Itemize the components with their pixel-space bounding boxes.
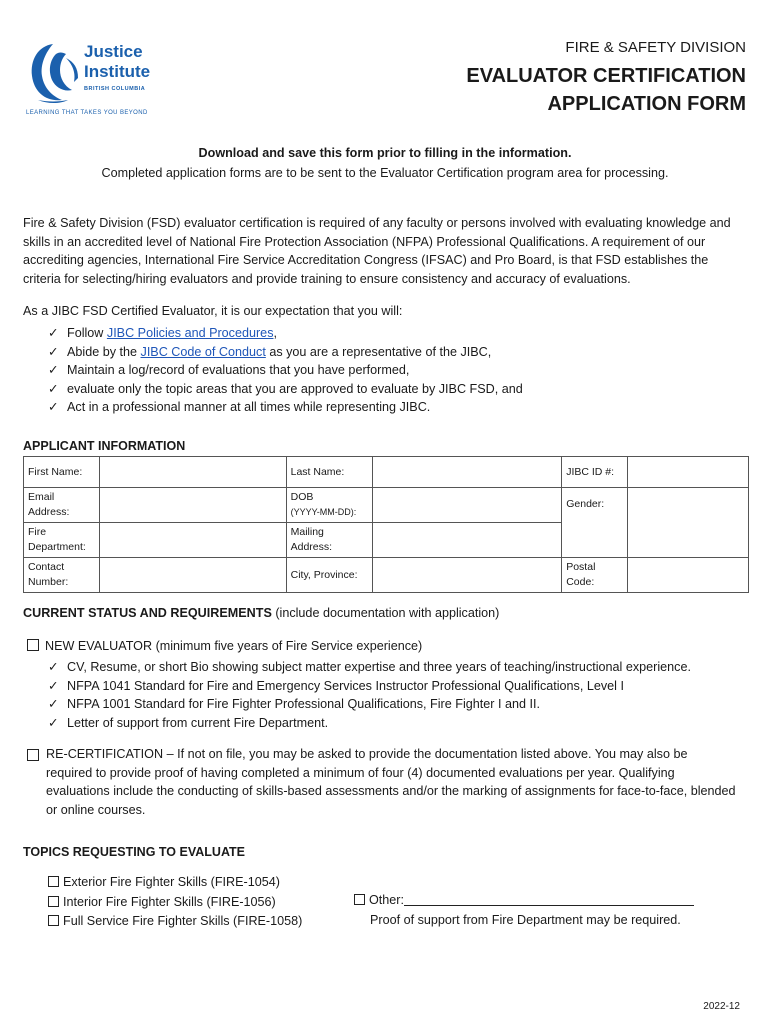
recertification-text: RE-CERTIFICATION – If not on file, you may be asked to provide the documentation listed above. You may also be required to provide proof of having completed a minimum of four (4) documented evaluations per year. Qualifying evaluations include the conducting of skills-based assessments and/or the marking of assignments for face-to-face, blended or online courses. bbox=[46, 747, 736, 817]
last-name-label: Last Name: bbox=[286, 457, 372, 488]
topic-other-checkbox[interactable] bbox=[354, 894, 365, 905]
topic-full-service: Full Service Fire Fighter Skills (FIRE-1058) bbox=[48, 912, 302, 932]
other-topic-input[interactable] bbox=[404, 893, 694, 906]
form-version: 2022-12 bbox=[703, 1001, 740, 1012]
expectation-lead: As a JIBC FSD Certified Evaluator, it is our expectation that you will: bbox=[23, 304, 403, 318]
city-province-field[interactable] bbox=[372, 558, 562, 593]
applicant-table bbox=[23, 456, 749, 593]
checkmark-icon: ✓ bbox=[48, 715, 59, 730]
topics-heading: TOPICS REQUESTING TO EVALUATE bbox=[23, 845, 246, 859]
gender-field[interactable] bbox=[628, 488, 749, 558]
email-field[interactable] bbox=[99, 488, 286, 523]
list-item: ✓ Maintain a log/record of evaluations that you have performed, bbox=[48, 361, 523, 380]
postal-code-label: Postal Code: bbox=[562, 558, 628, 593]
logo-text-line2: Institute bbox=[84, 62, 151, 81]
mailing-address-label: Mailing Address: bbox=[286, 523, 372, 558]
dob-field[interactable] bbox=[372, 488, 562, 523]
topics-list bbox=[48, 873, 302, 932]
title-line2: APPLICATION FORM bbox=[547, 93, 746, 115]
jibc-logo bbox=[26, 42, 176, 120]
new-evaluator-label: NEW EVALUATOR (minimum five years of Fire Service experience) bbox=[45, 639, 423, 653]
last-name-field[interactable] bbox=[372, 457, 562, 488]
jibc-id-label: JIBC ID #: bbox=[562, 457, 628, 488]
list-item: ✓ Act in a professional manner at all times while representing JIBC. bbox=[48, 398, 523, 417]
first-name-label: First Name: bbox=[24, 457, 100, 488]
new-evaluator-option bbox=[27, 639, 422, 653]
new-evaluator-checkbox[interactable] bbox=[27, 639, 39, 651]
list-item: ✓ Abide by the JIBC Code of Conduct as you are a representative of the JIBC, bbox=[48, 343, 523, 362]
logo-tagline: LEARNING THAT TAKES YOU BEYOND bbox=[26, 110, 148, 116]
submission-notice: Completed application forms are to be sent to the Evaluator Certification program area for processing. bbox=[101, 166, 669, 180]
checkmark-icon: ✓ bbox=[48, 400, 59, 414]
topic-interior: Interior Fire Fighter Skills (FIRE-1056) bbox=[48, 893, 302, 913]
logo-subtext: BRITISH COLUMBIA bbox=[84, 86, 146, 92]
intro-paragraph: Fire & Safety Division (FSD) evaluator certification is required of any faculty or persons involved with evaluating knowledge and skills in an accredited level of National Fire Protection Association (NFPA) Professional Qualifications. A requirement of our accrediting agencies, International Fire Service Accreditation Congress (IFSAC) and Pro Board, is that FSD establishes the criteria for selecting/hiring evaluators and provide training to ensure consistency and accuracy of evaluations. bbox=[23, 216, 731, 286]
title-line1: EVALUATOR CERTIFICATION bbox=[466, 65, 746, 87]
list-item: ✓ Letter of support from current Fire Department. bbox=[48, 714, 691, 733]
proof-note: Proof of support from Fire Department may be required. bbox=[370, 913, 681, 927]
recertification-checkbox[interactable] bbox=[27, 749, 39, 761]
list-item: ✓ NFPA 1041 Standard for Fire and Emergency Services Instructor Professional Qualifications, Level I bbox=[48, 677, 691, 696]
postal-code-field[interactable] bbox=[628, 558, 749, 593]
checkmark-icon: ✓ bbox=[48, 660, 59, 674]
page-title bbox=[466, 62, 746, 118]
checkmark-icon: ✓ bbox=[48, 381, 59, 396]
list-item: ✓ CV, Resume, or short Bio showing subject matter expertise and three years of teaching/instructional experience. bbox=[48, 658, 691, 677]
expectation-list bbox=[48, 324, 523, 417]
download-notice: Download and save this form prior to filling in the information. bbox=[198, 146, 572, 160]
topic-exterior: Exterior Fire Fighter Skills (FIRE-1054) bbox=[48, 873, 302, 893]
division-label: FIRE & SAFETY DIVISION bbox=[565, 39, 746, 56]
recert-checkbox-wrap bbox=[27, 747, 45, 765]
fire-department-label: Fire Department: bbox=[24, 523, 100, 558]
checkmark-icon: ✓ bbox=[48, 363, 59, 377]
checkmark-icon: ✓ bbox=[48, 326, 59, 340]
contact-number-label: Contact Number: bbox=[24, 558, 100, 593]
checkmark-icon: ✓ bbox=[48, 697, 59, 711]
topic-interior-checkbox[interactable] bbox=[48, 896, 59, 907]
topic-exterior-checkbox[interactable] bbox=[48, 876, 59, 887]
contact-number-field[interactable] bbox=[99, 558, 286, 593]
checkmark-icon: ✓ bbox=[48, 344, 59, 359]
status-heading: CURRENT STATUS AND REQUIREMENTS (include documentation with application) bbox=[23, 606, 500, 620]
topic-other: Other: bbox=[354, 893, 694, 907]
applicant-heading: APPLICANT INFORMATION bbox=[23, 439, 186, 453]
bird-logo-icon bbox=[26, 42, 80, 106]
checkmark-icon: ✓ bbox=[48, 678, 59, 693]
list-item: ✓ evaluate only the topic areas that you are approved to evaluate by JIBC FSD, and bbox=[48, 380, 523, 399]
gender-label: Gender: bbox=[562, 488, 628, 558]
mailing-address-field[interactable] bbox=[372, 523, 562, 558]
code-of-conduct-link[interactable]: JIBC Code of Conduct bbox=[140, 344, 266, 359]
new-evaluator-requirements bbox=[48, 658, 691, 732]
first-name-field[interactable] bbox=[99, 457, 286, 488]
jibc-id-field[interactable] bbox=[628, 457, 749, 488]
list-item: ✓ Follow JIBC Policies and Procedures, bbox=[48, 324, 523, 343]
email-label: Email Address: bbox=[24, 488, 100, 523]
city-province-label: City, Province: bbox=[286, 558, 372, 593]
list-item: ✓ NFPA 1001 Standard for Fire Fighter Professional Qualifications, Fire Fighter I and II. bbox=[48, 695, 691, 714]
logo-text-line1: Justice bbox=[84, 42, 143, 61]
fire-department-field[interactable] bbox=[99, 523, 286, 558]
dob-label: DOB (YYYY-MM-DD): bbox=[286, 488, 372, 523]
policies-link[interactable]: JIBC Policies and Procedures bbox=[106, 326, 274, 340]
topic-full-service-checkbox[interactable] bbox=[48, 915, 59, 926]
